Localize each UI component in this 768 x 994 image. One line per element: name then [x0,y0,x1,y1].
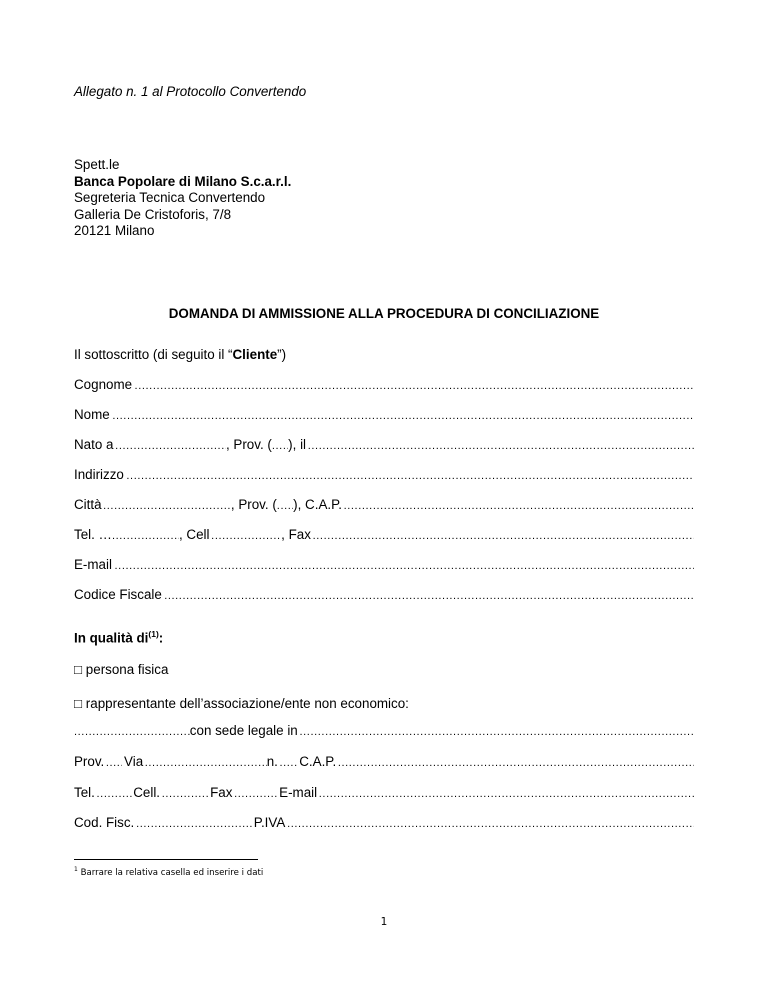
citta-prov-label: , Prov. ( [230,497,277,512]
cognome-label: Cognome [74,377,133,392]
nome-line [74,407,694,422]
nato-il-label: ), il [288,437,307,452]
codice-fiscale-label: Codice Fiscale [74,587,162,602]
option-rappresentante[interactable]: □ rappresentante dell’associazione/ente non economico: [74,696,409,711]
entity-cell-field[interactable] [162,788,209,800]
citta-prov-field[interactable] [277,500,293,512]
email-label: E-mail [74,557,112,572]
codice-fiscale-field[interactable] [164,590,694,602]
tel-field[interactable] [112,530,179,542]
tel-label: Tel. … [74,527,112,542]
intro-suffix: ”) [277,347,287,362]
fax-label: , Fax [281,527,311,542]
capacity-heading [74,629,163,645]
entity-fax-field[interactable] [234,788,277,800]
nato-field[interactable] [115,440,226,452]
entity-name-line [74,723,694,738]
cell-field[interactable] [211,530,281,542]
recipient-city: 20121 Milano [74,223,155,238]
annex-heading: Allegato n. 1 al Protocollo Convertendo [74,84,307,99]
footnote-separator [74,859,258,860]
capacity-label: In qualità di [74,630,149,646]
cell-label: , Cell [178,527,210,542]
footnote-number: 1 [74,866,78,873]
cognome-line [74,377,694,392]
citta-cap-field[interactable] [344,500,694,512]
citta-line [74,497,694,512]
nato-date-field[interactable] [308,440,694,452]
entity-cap-label: C.A.P. [299,754,337,769]
entity-cap-field[interactable] [338,757,694,769]
sede-field[interactable] [300,726,695,738]
entity-prov-label: Prov. [74,754,105,769]
entity-via-label: Via [124,754,144,769]
codice-fiscale-line [74,587,694,602]
intro-line [74,347,286,362]
entity-fax-label: Fax [210,785,233,800]
entity-email-field[interactable] [319,788,694,800]
entity-codfisc-field[interactable] [136,818,252,830]
email-line [74,557,694,572]
page-number: 1 [380,916,388,928]
nato-prov-field[interactable] [272,440,288,452]
indirizzo-label: Indirizzo [74,467,124,482]
entity-contact-line [74,785,694,800]
entity-email-label: E-mail [279,785,318,800]
entity-fiscal-line [74,815,694,830]
capacity-colon: : [158,630,164,646]
entity-tel-field[interactable] [97,788,132,800]
nato-prov-label: , Prov. ( [225,437,272,452]
recipient-street: Galleria De Cristoforis, 7/8 [74,206,232,222]
recipient-office: Segreteria Tecnica Convertendo [74,190,266,205]
nato-line [74,437,694,452]
cognome-field[interactable] [135,380,694,392]
sede-label: con sede legale in [189,723,298,738]
nome-field[interactable] [112,410,694,422]
citta-field[interactable] [103,500,231,512]
intro-client: Cliente [232,347,278,362]
entity-n-label: n. [266,754,278,769]
entity-tel-label: Tel. [74,785,95,800]
recipient-block [74,157,291,240]
footnote [74,866,263,878]
entity-codfisc-label: Cod. Fisc. [74,815,135,830]
nato-label: Nato a [74,437,114,452]
recipient-bank: Banca Popolare di Milano S.c.a.r.l. [74,173,292,189]
citta-cap-label: ), C.A.P. [293,497,343,512]
capacity-footnote-ref: (1) [148,629,159,639]
entity-piva-label: P.IVA [253,815,286,830]
indirizzo-line [74,467,694,482]
fax-field[interactable] [313,530,694,542]
recipient-salutation: Spett.le [74,157,120,172]
document-title: DOMANDA DI AMMISSIONE ALLA PROCEDURA DI CONCILIAZIONE [168,306,600,321]
footnote-text: Barrare la relativa casella ed inserire i dati [80,867,264,878]
indirizzo-field[interactable] [126,470,694,482]
tel-line [74,527,694,542]
citta-label: Città [74,497,102,512]
entity-cell-label: Cell. [133,785,161,800]
option-persona-fisica[interactable]: □ persona fisica [74,662,169,677]
intro-prefix: Il sottoscritto (di seguito il “ [74,347,233,362]
email-field[interactable] [115,560,694,572]
entity-n-field[interactable] [279,757,297,769]
entity-name-field[interactable] [74,726,190,738]
entity-prov-field[interactable] [106,757,123,769]
entity-piva-field[interactable] [287,818,694,830]
entity-via-field[interactable] [145,757,267,769]
entity-address-line [74,754,694,769]
nome-label: Nome [74,407,110,422]
